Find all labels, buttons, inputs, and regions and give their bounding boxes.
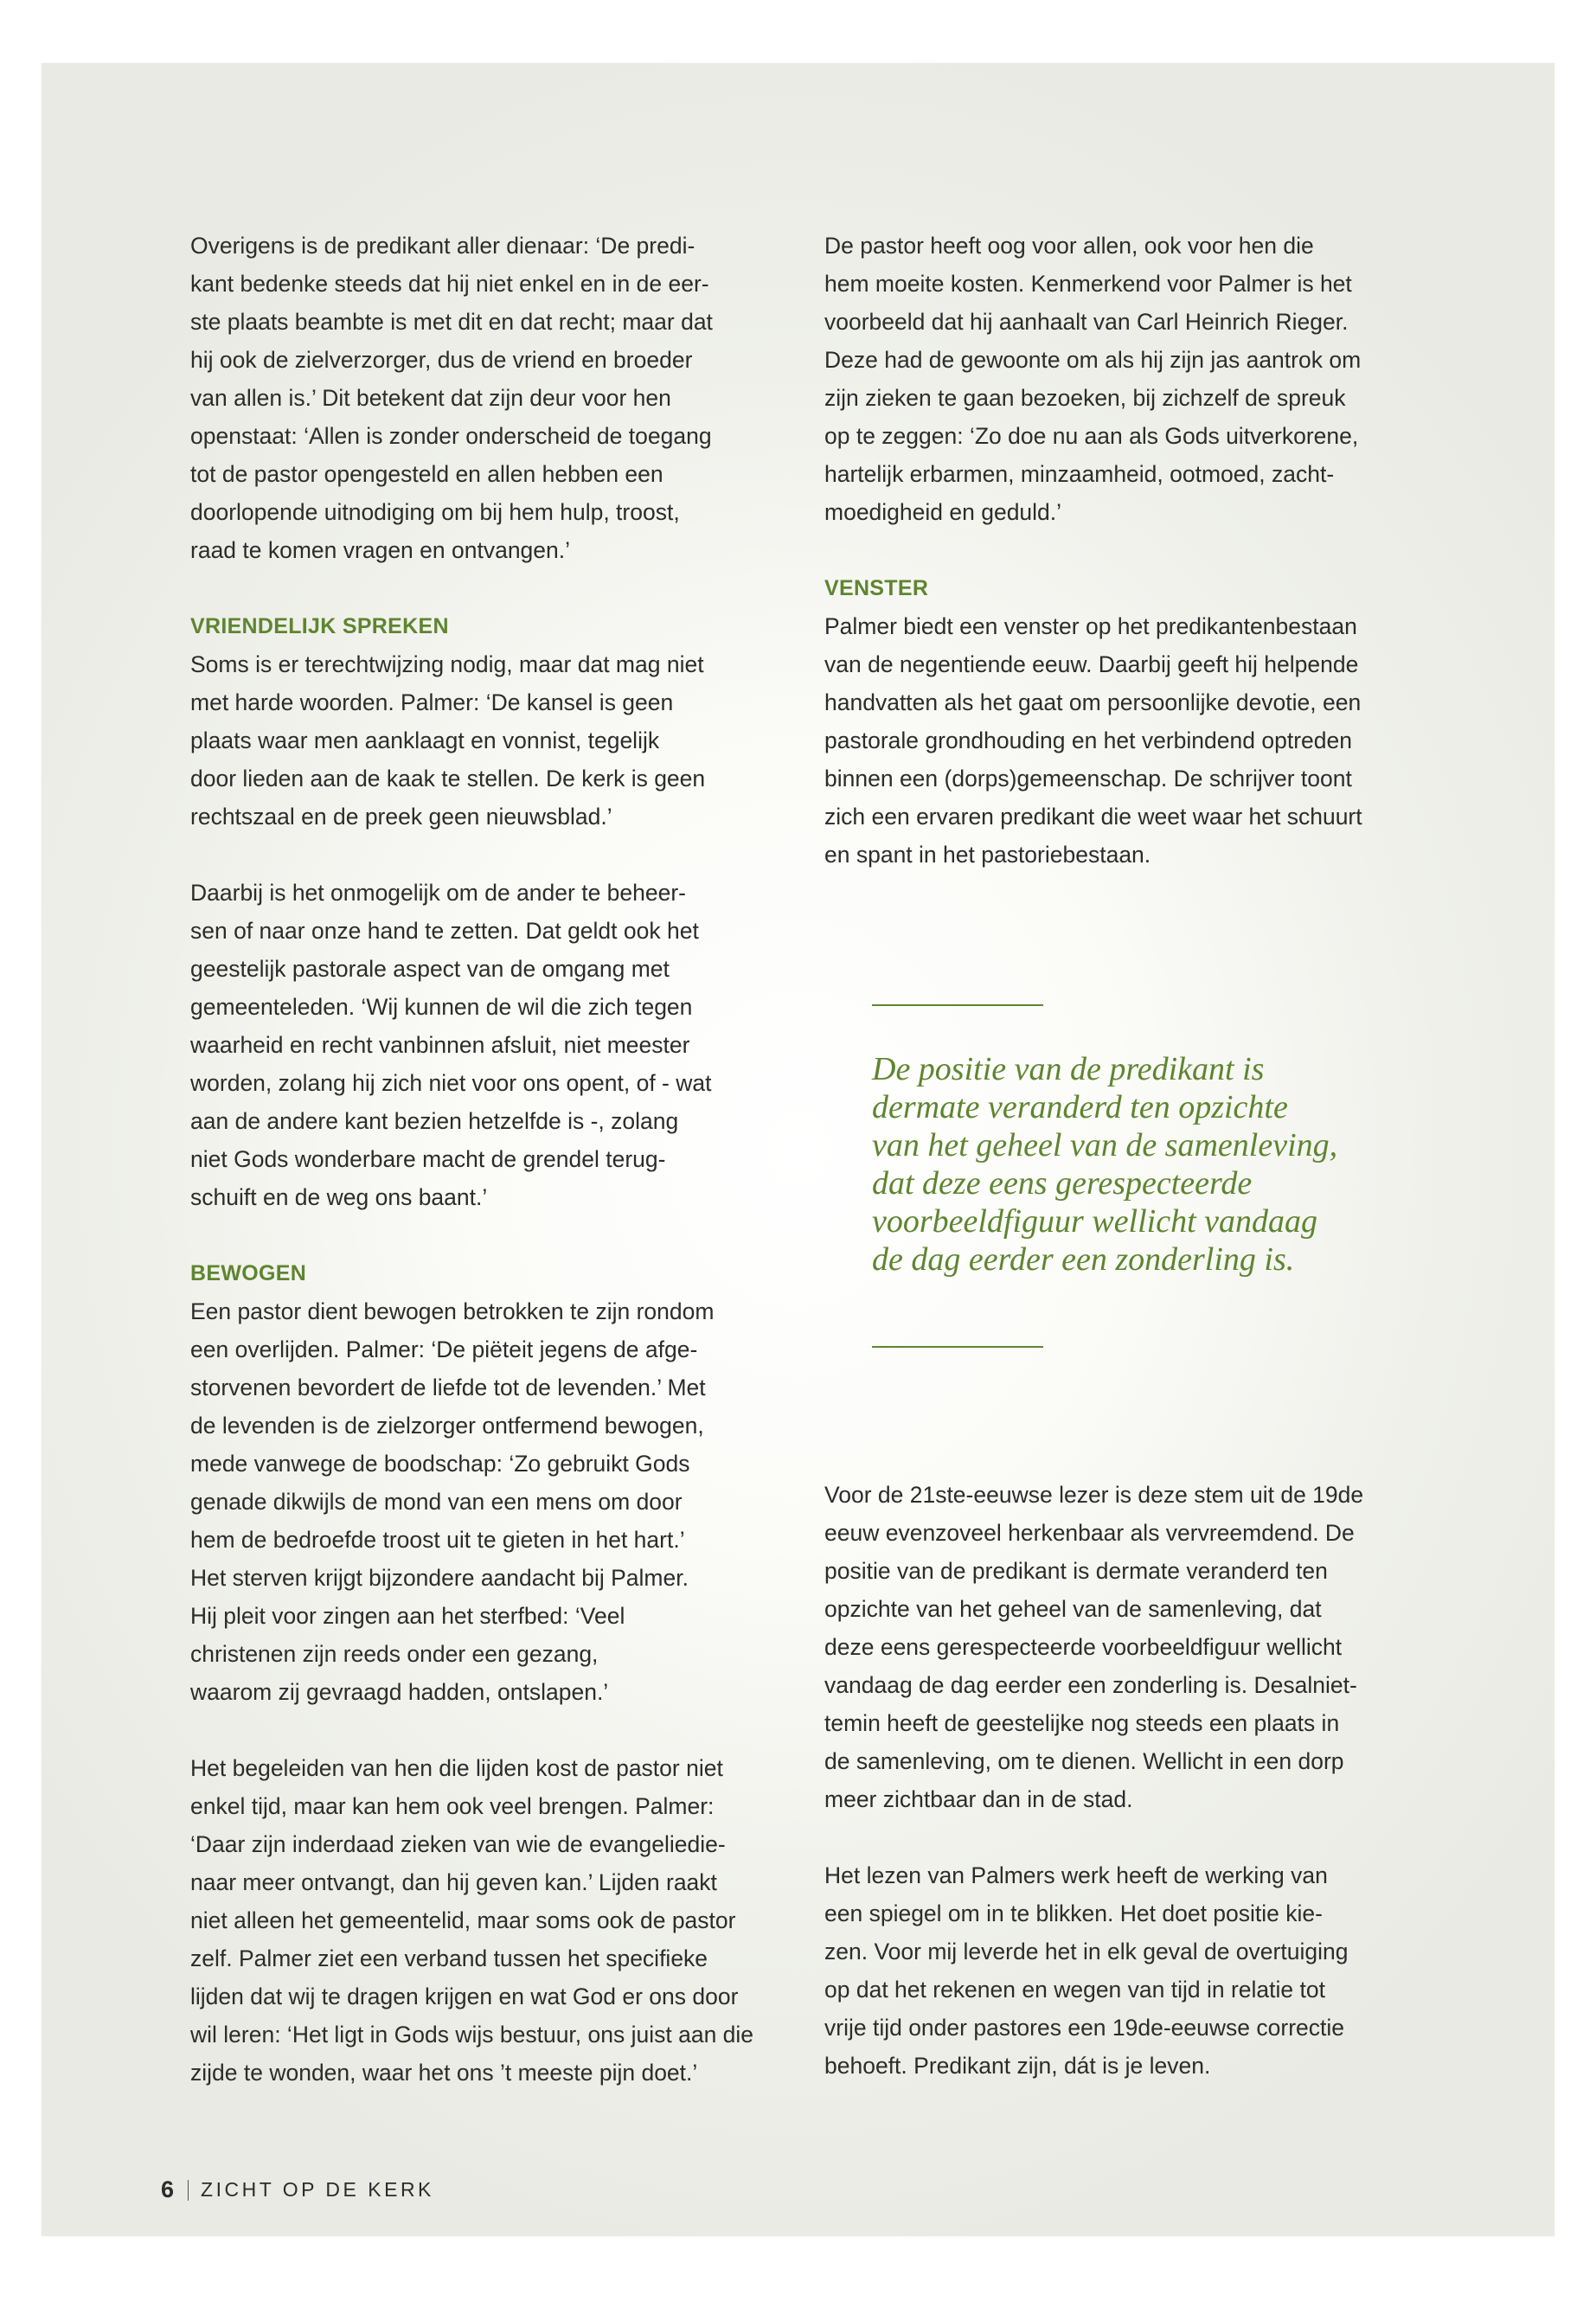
section-heading: BEWOGEN: [190, 1261, 307, 1285]
pull-quote: De positie van de predikant is dermate veranderd ten opzichte van het geheel van de samenleving, dat deze eens gerespecteerde voorbeeldfiguur wellicht vandaag de dag eerder een zonderling is.: [872, 1051, 1338, 1278]
quote-bottom-rule: [872, 1346, 1043, 1348]
footer-divider: [188, 2180, 189, 2201]
paragraph: Het begeleiden van hen die lijden kost de pastor niet enkel tijd, maar kan hem ook veel brengen. Palmer: ‘Daar zijn inderdaad zieken van wie de evangeliedie- naar meer ontvangt, dan hij geven kan.’ Lijden raakt niet alleen het gemeentelid, maar soms ook de pastor zelf. Palmer ziet een verband tussen het specifieke lijden dat wij te dragen krijgen en wat God er ons door wil leren: ‘Het ligt in Gods wijs bestuur, ons juist aan die zijde te wonden, waar het ons ’t meeste pijn doet.’: [190, 1755, 754, 2086]
section-heading: VRIENDELIJK SPREKEN: [190, 614, 449, 638]
section-heading: VENSTER: [824, 576, 929, 600]
paragraph: Een pastor dient bewogen betrokken te zijn rondom een overlijden. Palmer: ‘De piëteit jegens de afge- storvenen bevordert de liefde tot de levenden.’ Met de levenden is de zielzorger ontfermend bewogen, mede vanwege de boodschap: ‘Zo gebruikt Gods genade dikwijls de mond van een mens om door hem de bedroefde troost uit te gieten in het hart.’ Het sterven krijgt bijzondere aandacht bij Palmer. Hij pleit voor zingen aan het sterfbed: ‘Veel christenen zijn reeds onder een gezang, waarom zij gevraagd hadden, ontslapen.’: [190, 1298, 715, 1705]
paragraph: Overigens is de predikant aller dienaar: ‘De predi- kant bedenke steeds dat hij niet enkel en in de eer- ste plaats beambte is met dit en dat recht; maar dat hij ook de zielverzorger, dus de vriend en broeder van allen is.’ Dit betekent dat zijn deur voor hen openstaat: ‘Allen is zonder onderscheid de toegang tot de pastor opengesteld en allen hebben een doorlopende uitnodiging om bij hem hulp, troost, raad te komen vragen en ontvangen.’: [190, 233, 713, 563]
paragraph: Daarbij is het onmogelijk om de ander te beheer- sen of naar onze hand te zetten. Dat geldt ook het geestelijk pastorale aspect van de omgang met gemeenteleden. ‘Wij kunnen de wil die zich tegen waarheid en recht vanbinnen afsluit, niet meester worden, zolang hij zich niet voor ons opent, of - wat aan de andere kant bezien hetzelfde is -, zolang niet Gods wonderbare macht de grendel terug- schuift en de weg ons baant.’: [190, 880, 712, 1210]
left-column: [190, 227, 779, 2130]
paragraph: De pastor heeft oog voor allen, ook voor hen die hem moeite kosten. Kenmerkend voor Palmer is het voorbeeld dat hij aanhaalt van Carl Heinrich Rieger. Deze had de gewoonte om als hij zijn jas aantrok om zijn zieken te gaan bezoeken, bij zichzelf de spreuk op te zeggen: ‘Zo doe nu aan als Gods uitverkorene, hartelijk erbarmen, minzaamheid, ootmoed, zacht- moedigheid en geduld.’: [824, 233, 1362, 525]
paragraph: Voor de 21ste-eeuwse lezer is deze stem uit de 19de eeuw evenzoveel herkenbaar als vervreemdend. De positie van de predikant is dermate veranderd ten opzichte van het geheel van de samenleving, dat deze eens gerespecteerde voorbeeldfiguur wellicht vandaag de dag eerder een zonderling is. Desalniet- temin heeft de geestelijke nog steeds een plaats in de samenleving, om te dienen. Wellicht in een dorp meer zichtbaar dan in de stad.: [824, 1482, 1364, 1812]
paragraph: Het lezen van Palmers werk heeft de werking van een spiegel om in te blikken. Het doet positie kie- zen. Voor mij leverde het in elk geval de overtuiging op dat het rekenen en wegen van tijd in relatie tot vrije tijd onder pastores een 19de-eeuwse correctie behoeft. Predikant zijn, dát is je leven.: [824, 1862, 1349, 2079]
paragraph: Soms is er terechtwijzing nodig, maar dat mag niet met harde woorden. Palmer: ‘De kansel is geen plaats waar men aanklaagt en vonnist, tegelijk door lieden aan de kaak te stellen. De kerk is geen rechtszaal en de preek geen nieuwsblad.’: [190, 651, 706, 830]
quote-top-rule: [872, 1004, 1043, 1006]
page-footer: [161, 2176, 434, 2203]
right-column-lower: [824, 1476, 1421, 2123]
magazine-title: ZICHT OP DE KERK: [201, 2178, 434, 2201]
right-column: [824, 227, 1421, 912]
paragraph: Palmer biedt een venster op het predikantenbestaan van de negentiende eeuw. Daarbij geeft hij helpende handvatten als het gaat om persoonlijke devotie, een pastorale grondhouding en het verbindend optreden binnen een (dorps)gemeenschap. De schrijver toont zich een ervaren predikant die weet waar het schuurt en spant in het pastoriebestaan.: [824, 613, 1362, 868]
page-number: 6: [161, 2176, 175, 2202]
